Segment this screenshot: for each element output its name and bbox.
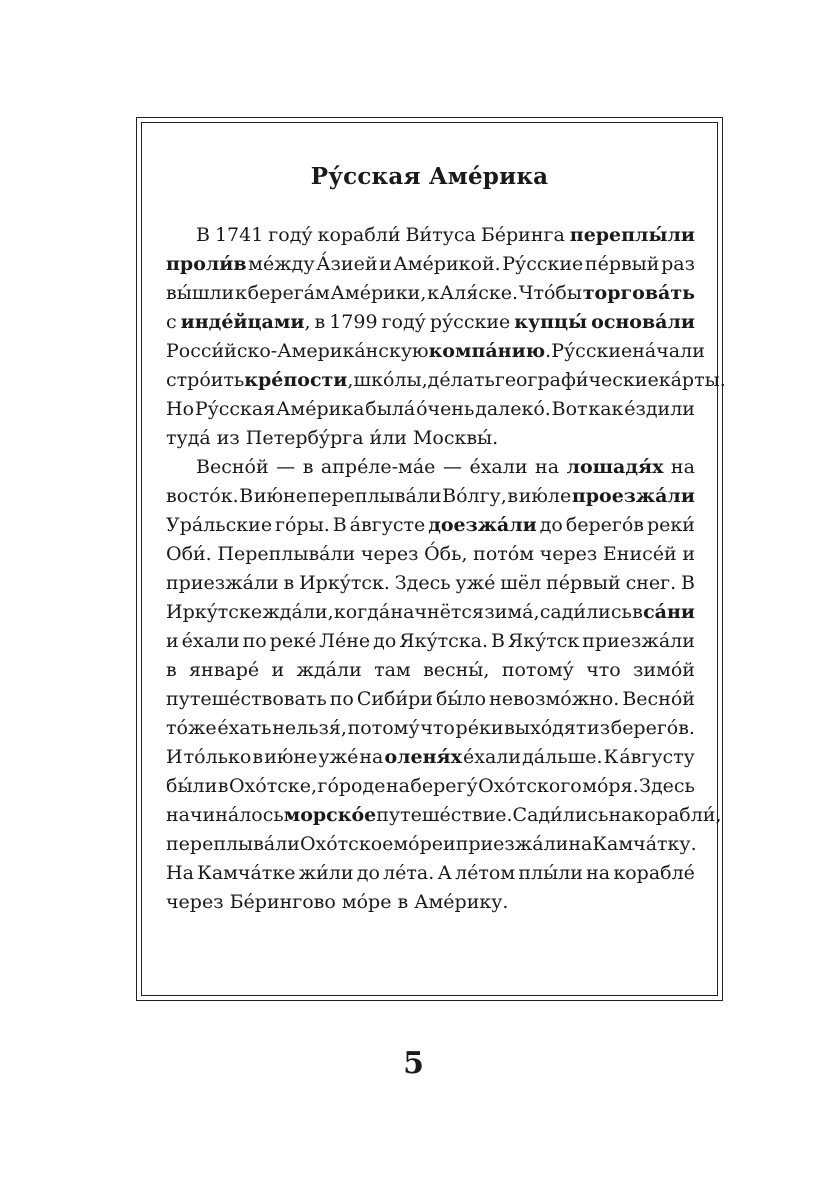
- word: в: [252, 746, 264, 768]
- word: там: [374, 659, 411, 681]
- word: к: [427, 282, 440, 304]
- word: А: [437, 862, 452, 884]
- text-line: [166, 366, 726, 395]
- word: переплы́ли: [569, 224, 695, 246]
- word: Камча́тку.: [592, 833, 697, 855]
- word: невозмо́жно.: [489, 688, 620, 710]
- word: бы́ли: [166, 775, 218, 797]
- word: на: [586, 862, 611, 884]
- word: А́зией: [316, 253, 378, 275]
- word: потому́: [501, 659, 574, 681]
- text-line: [166, 598, 695, 627]
- word: пото́м: [473, 543, 535, 565]
- word: и: [682, 543, 695, 565]
- word: оленя́х: [384, 746, 462, 768]
- word: и: [379, 253, 392, 275]
- word: на: [385, 775, 410, 797]
- word: весны́,: [423, 659, 490, 681]
- word: приезжа́ли: [582, 630, 695, 652]
- word: купцы́: [514, 311, 588, 333]
- word: —: [442, 456, 462, 478]
- text-line: [166, 830, 695, 859]
- word: вы́шли: [166, 282, 235, 304]
- text-line: [166, 685, 695, 714]
- word: мо́ре: [393, 833, 444, 855]
- word: Аме́рика: [276, 398, 365, 420]
- word: стро́ить: [166, 369, 245, 391]
- word: из: [587, 717, 611, 739]
- word: из: [216, 427, 240, 449]
- text-line: [166, 453, 695, 482]
- word: реки́: [646, 514, 695, 536]
- text-line: [166, 221, 695, 250]
- word: приезжа́ли: [455, 833, 569, 855]
- word: через: [539, 543, 598, 565]
- word: ле́том: [455, 862, 516, 884]
- word: Охо́тское: [299, 833, 394, 855]
- text-line: [166, 743, 695, 772]
- word: начина́лось: [166, 804, 284, 826]
- word: приезжа́ли: [166, 572, 279, 594]
- word: Здесь: [639, 775, 695, 797]
- word: через: [360, 543, 419, 565]
- word: Здесь: [394, 572, 451, 594]
- word: в: [302, 456, 314, 478]
- word: то́же: [166, 717, 217, 739]
- word: январе́: [189, 659, 260, 681]
- word: ию́не: [253, 485, 307, 507]
- word: ре́ки: [455, 717, 504, 739]
- word: снег.: [625, 572, 677, 594]
- word: а́вгусту: [619, 746, 695, 768]
- text-line: [166, 250, 695, 279]
- word: как: [588, 398, 624, 420]
- word: шко́лы,: [353, 369, 428, 391]
- word: была́: [365, 398, 416, 420]
- word: на́чали: [632, 340, 705, 362]
- word: пе́рвый: [584, 253, 660, 275]
- word: и: [166, 630, 179, 652]
- word: ме́жду: [248, 253, 315, 275]
- word: сади́лись: [539, 601, 632, 623]
- word: В: [239, 485, 254, 507]
- text-line: [166, 772, 695, 801]
- word: берего́в.: [610, 717, 695, 739]
- word: апре́ле-ма́е: [320, 456, 436, 478]
- word: О́бь,: [424, 543, 468, 565]
- word: Что́бы: [518, 282, 582, 304]
- word: Ле́не: [319, 630, 371, 652]
- word: корабли́,: [632, 804, 722, 826]
- word: на: [535, 456, 560, 478]
- word: по: [242, 630, 267, 652]
- word: берегу́: [410, 775, 478, 797]
- word: де́лать: [427, 369, 495, 391]
- word: ка́рты.: [658, 369, 726, 391]
- text-line: [166, 569, 695, 598]
- page-number: 5: [403, 1046, 424, 1081]
- word: Весно́й: [196, 456, 269, 478]
- word: основа́ли: [591, 311, 695, 333]
- page-title: Ру́сская Аме́рика: [310, 163, 549, 190]
- word: Аме́рики,: [330, 282, 427, 304]
- word: в: [314, 311, 326, 333]
- word: Охо́тске,: [228, 775, 318, 797]
- word: нельзя́,: [272, 717, 347, 739]
- text-line: [166, 859, 695, 888]
- word: торгова́ть: [582, 282, 695, 304]
- word: туда́: [166, 427, 211, 449]
- word: Ирку́тске: [166, 601, 263, 623]
- word: Яку́тск: [507, 630, 580, 652]
- word: путеше́ствие.: [376, 804, 513, 826]
- text-line: [166, 424, 695, 453]
- text-line: [166, 279, 695, 308]
- word: когда́: [333, 601, 391, 623]
- word: до: [539, 514, 563, 536]
- word: компа́нию.: [428, 340, 552, 362]
- word: Енисе́й: [602, 543, 677, 565]
- word: кре́пости,: [244, 369, 354, 391]
- word: Вот: [551, 398, 588, 420]
- word: инде́йцами,: [180, 311, 311, 333]
- word: зима́,: [484, 601, 540, 623]
- word: Ирку́тск.: [299, 572, 390, 594]
- word: уже́: [318, 746, 359, 768]
- word: до: [356, 862, 380, 884]
- word: уже́: [455, 572, 496, 594]
- word: В: [490, 630, 505, 652]
- word: году́: [268, 224, 313, 246]
- word: В: [196, 224, 210, 246]
- word: го́роде: [317, 775, 386, 797]
- word: Аме́рикой.: [393, 253, 501, 275]
- word: На: [166, 862, 194, 884]
- word: пе́рвый: [546, 572, 621, 594]
- word: Петербу́рга: [245, 427, 364, 449]
- body-text: [166, 221, 726, 917]
- word: берего́в: [565, 514, 644, 536]
- text-line: [166, 308, 695, 337]
- word: что: [586, 659, 621, 681]
- word: 1741: [214, 224, 264, 246]
- word: жда́ли: [296, 659, 362, 681]
- word: Аме́рику.: [414, 891, 509, 913]
- word: через: [166, 891, 224, 913]
- word: Аля́ске.: [439, 282, 519, 304]
- word: географи́ческие: [494, 369, 659, 391]
- word: переплыва́ли: [166, 833, 300, 855]
- word: ию́ле: [518, 485, 572, 507]
- word: В: [680, 572, 695, 594]
- word: в: [507, 485, 519, 507]
- word: корабли́: [317, 224, 401, 246]
- word: е́хали: [181, 630, 240, 652]
- word: Ура́льские: [166, 514, 273, 536]
- word: на: [670, 456, 695, 478]
- word: да́льше.: [522, 746, 603, 768]
- word: Переплыва́ли: [217, 543, 356, 565]
- word: са́ни: [643, 601, 695, 623]
- word: морско́е: [283, 804, 377, 826]
- word: Во́лгу,: [442, 485, 507, 507]
- word: ру́сские: [429, 311, 511, 333]
- text-line: [166, 337, 705, 366]
- word: е́хали: [469, 456, 528, 478]
- word: и: [443, 833, 456, 855]
- word: Ру́сские: [502, 253, 584, 275]
- word: то́лько: [183, 746, 252, 768]
- word: проезжа́ли: [571, 485, 695, 507]
- word: мо́ря.: [582, 775, 639, 797]
- text-line: [166, 511, 695, 540]
- word: го́ры.: [275, 514, 330, 536]
- word: Ру́сские: [551, 340, 633, 362]
- word: в: [632, 601, 643, 623]
- word: е́здили: [624, 398, 695, 420]
- word: начнётся: [390, 601, 485, 623]
- text-line: [166, 801, 722, 830]
- word: бы́ло: [435, 688, 487, 710]
- text-line: [166, 395, 695, 424]
- word: ию́не: [264, 746, 318, 768]
- word: на: [568, 833, 593, 855]
- text-line: [166, 482, 695, 511]
- word: на: [359, 746, 384, 768]
- word: и́ли: [369, 427, 407, 449]
- word: путеше́ствовать: [166, 688, 327, 710]
- word: раз: [661, 253, 695, 275]
- word: Оби́.: [166, 543, 212, 565]
- text-line: [166, 627, 695, 656]
- text-line: [166, 656, 695, 685]
- word: в: [283, 572, 295, 594]
- page-frame: [136, 117, 726, 1001]
- word: в: [397, 891, 409, 913]
- word: Бе́ринга: [480, 224, 565, 246]
- word: Но: [166, 398, 195, 420]
- word: потому́: [347, 717, 420, 739]
- word: Сиби́ри: [356, 688, 433, 710]
- word: доезжа́ли: [428, 514, 537, 536]
- word: В: [332, 514, 347, 536]
- word: 1799: [329, 311, 378, 333]
- word: в: [217, 775, 229, 797]
- word: о́чень: [416, 398, 475, 420]
- page-frame-inner: [141, 122, 726, 996]
- word: выхо́дят: [504, 717, 587, 739]
- word: на: [608, 804, 633, 826]
- word: Росси́йско-Америка́нскую: [166, 340, 429, 362]
- word: ле́та.: [383, 862, 435, 884]
- word: Сади́лись: [512, 804, 609, 826]
- word: в: [166, 659, 177, 681]
- word: Охо́тского: [478, 775, 582, 797]
- word: что: [420, 717, 455, 739]
- word: Ви́туса: [405, 224, 476, 246]
- word: К: [603, 746, 619, 768]
- word: далеко́.: [475, 398, 551, 420]
- word: Бе́рингово: [229, 891, 336, 913]
- word: и: [271, 659, 285, 681]
- word: с: [166, 311, 177, 333]
- word: Яку́тска.: [399, 630, 489, 652]
- word: году́: [381, 311, 426, 333]
- word: по: [329, 688, 354, 710]
- word: мо́ре: [341, 891, 392, 913]
- word: плы́ли: [518, 862, 583, 884]
- word: проли́в: [166, 253, 247, 275]
- word: —: [276, 456, 296, 478]
- word: берега́м: [247, 282, 330, 304]
- word: а́вгусте: [349, 514, 426, 536]
- text-line: [166, 714, 695, 743]
- word: жда́ли,: [262, 601, 334, 623]
- word: реке́: [269, 630, 317, 652]
- word: до: [373, 630, 397, 652]
- word: Камча́тке: [197, 862, 296, 884]
- text-line: [166, 888, 695, 917]
- word: зимо́й: [633, 659, 695, 681]
- word: шёл: [500, 572, 542, 594]
- word: лошадя́х: [566, 456, 664, 478]
- word: Весно́й: [622, 688, 695, 710]
- word: И: [166, 746, 183, 768]
- word: жи́ли: [298, 862, 354, 884]
- word: восто́к.: [166, 485, 239, 507]
- word: е́хать: [217, 717, 272, 739]
- word: к: [234, 282, 247, 304]
- word: Ру́сская: [194, 398, 276, 420]
- word: е́хали: [462, 746, 522, 768]
- word: Москвы́.: [412, 427, 499, 449]
- text-line: [166, 540, 695, 569]
- word: корабле́: [613, 862, 695, 884]
- word: переплыва́ли: [307, 485, 442, 507]
